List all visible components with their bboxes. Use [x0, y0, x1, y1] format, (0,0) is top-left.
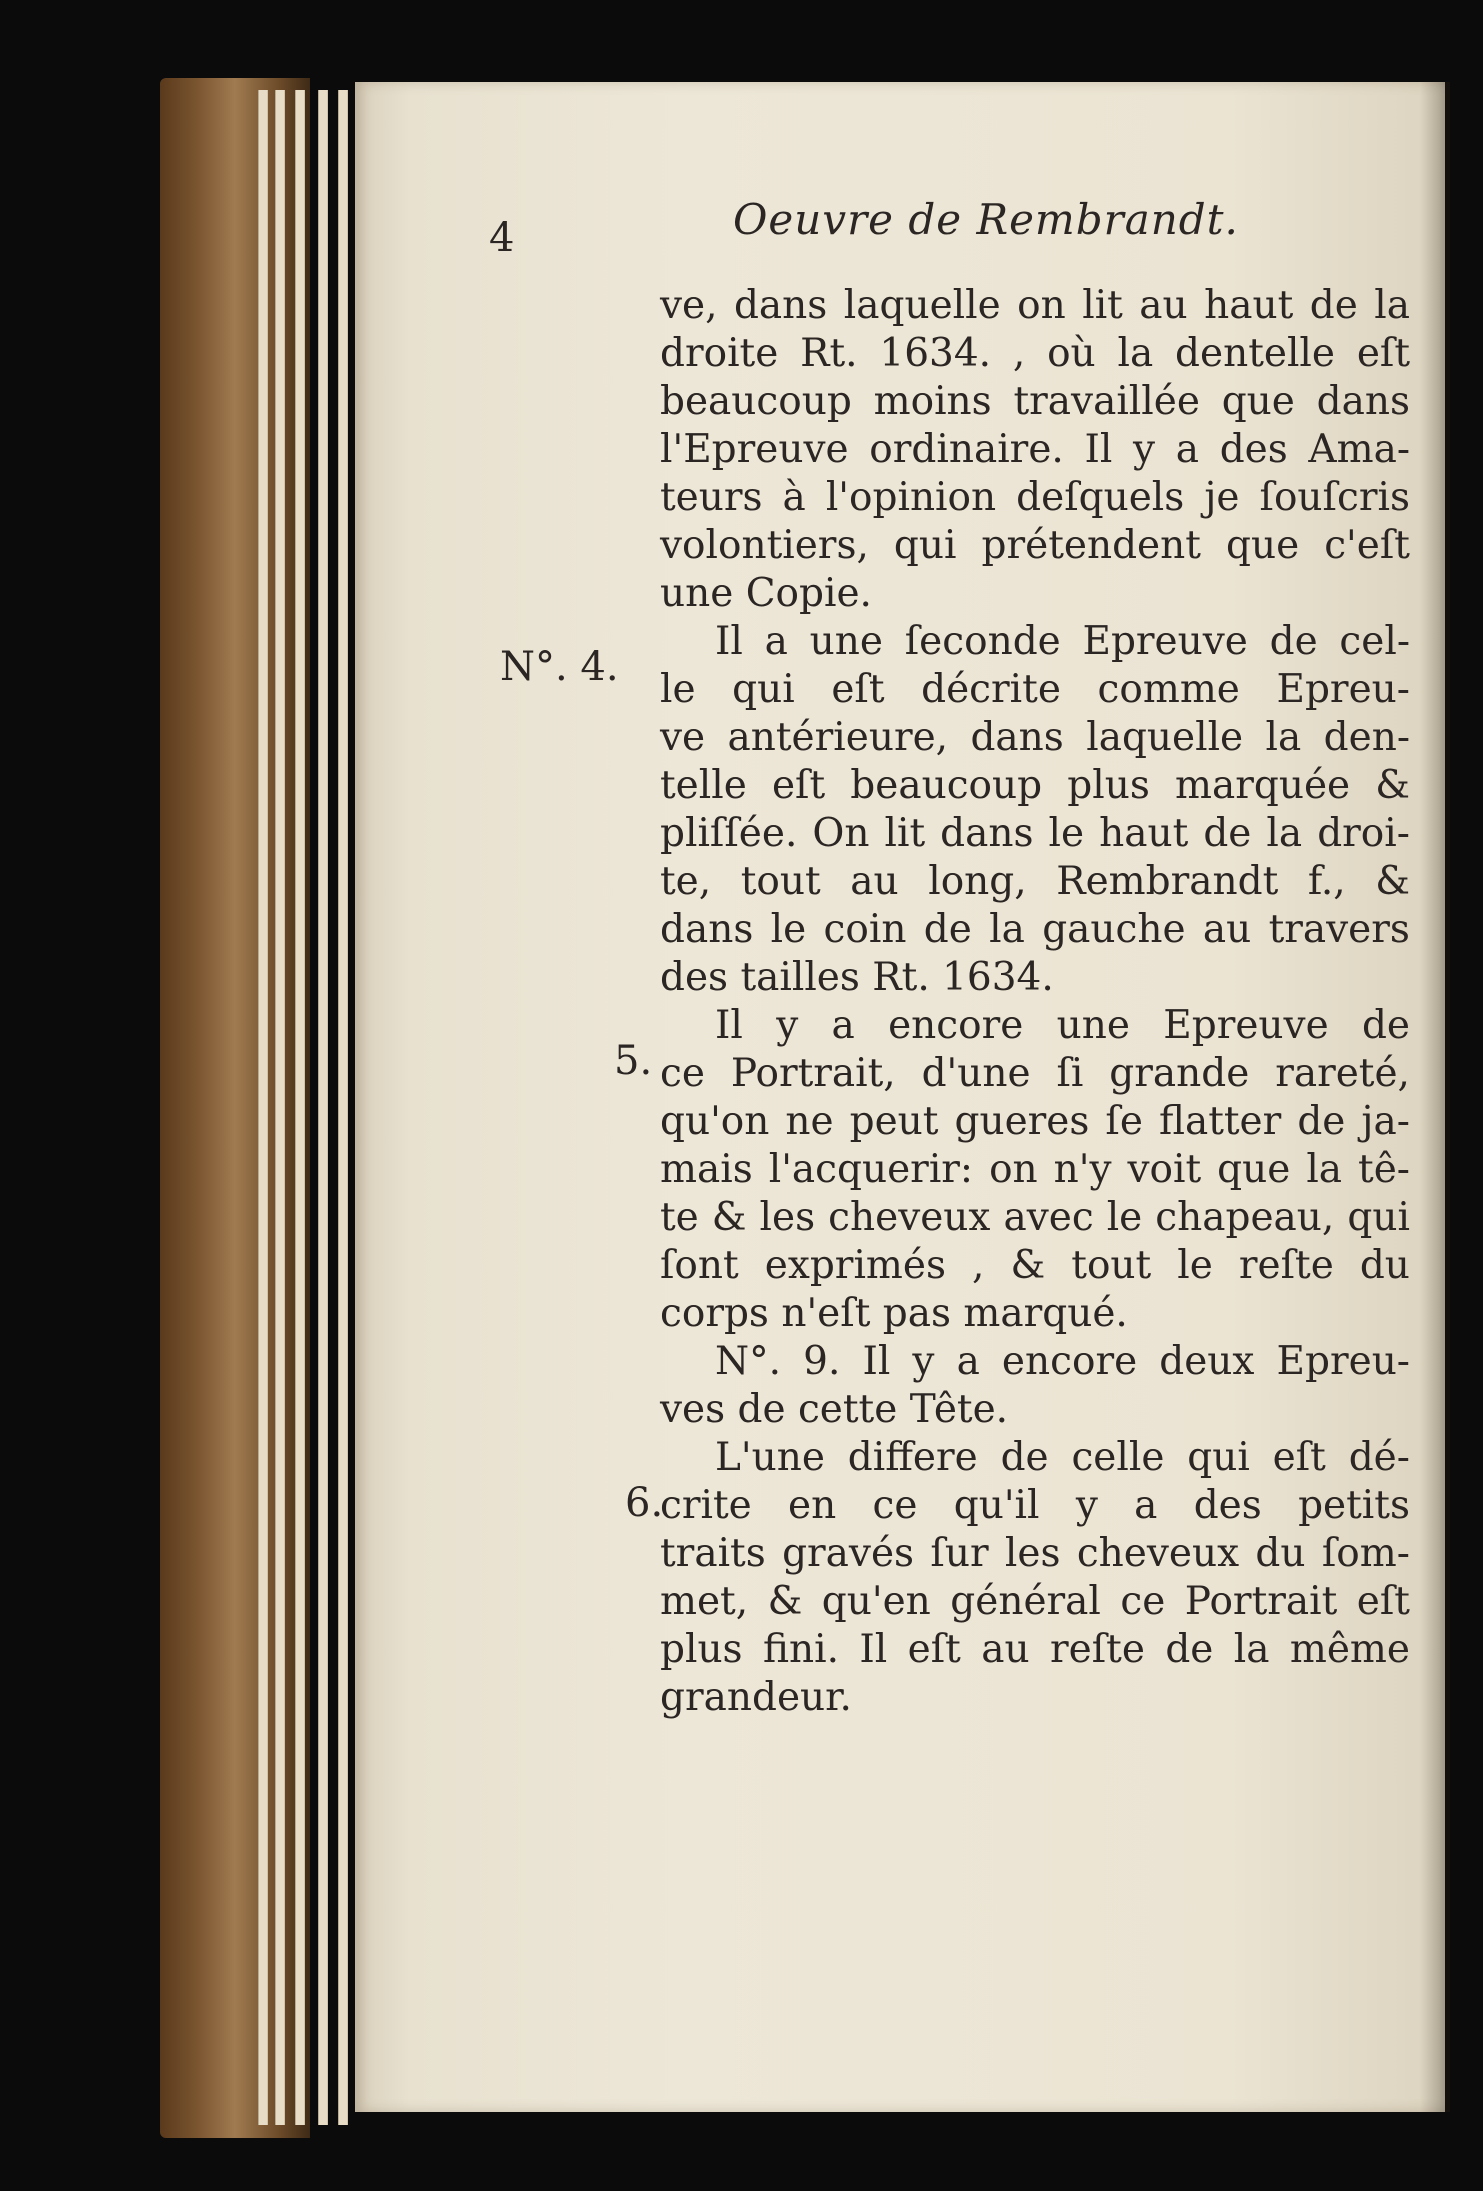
- word: te,: [660, 859, 712, 904]
- word: une: [1056, 1003, 1130, 1048]
- word: gauche: [1042, 907, 1186, 952]
- word: encore: [1001, 1339, 1138, 1384]
- word: volontiers,: [660, 523, 869, 568]
- word: travers: [1268, 907, 1410, 952]
- word: lit: [1082, 283, 1123, 328]
- word: de: [1297, 1099, 1346, 1144]
- word: gueres: [954, 1099, 1090, 1144]
- text-line: [660, 1002, 1410, 1050]
- word: ce: [872, 1483, 918, 1528]
- page-edge: [338, 90, 348, 2125]
- word: de: [923, 907, 972, 952]
- word: c'eſt: [1324, 523, 1410, 568]
- word: droite: [660, 331, 779, 376]
- word: ordinaire.: [869, 427, 1064, 472]
- word: eſt: [907, 1627, 961, 1672]
- word: ſont: [660, 1243, 739, 1288]
- word: laquelle: [1086, 715, 1244, 760]
- word: dans: [733, 283, 828, 328]
- text-line: [660, 1098, 1410, 1146]
- text-line: [660, 858, 1410, 906]
- word: ſur: [930, 1531, 989, 1576]
- word: mais: [660, 1147, 753, 1192]
- text-line: [660, 1626, 1410, 1674]
- word: on: [1017, 283, 1066, 328]
- word: dentelle: [1175, 331, 1335, 376]
- word: l'opinion: [825, 475, 997, 520]
- word: y: [1075, 1483, 1098, 1528]
- margin-label: 5.: [614, 1038, 653, 1084]
- word: eſt: [1356, 331, 1410, 376]
- word: &: [767, 1579, 803, 1624]
- text-line: [660, 1338, 1410, 1386]
- word: flatter: [1158, 1099, 1282, 1144]
- text-line: [660, 714, 1410, 762]
- body-text: [660, 282, 1410, 1722]
- word: chapeau,: [1155, 1195, 1335, 1240]
- word: Il: [859, 1627, 888, 1672]
- word: voit: [1127, 1147, 1202, 1192]
- word: en: [788, 1483, 837, 1528]
- word: la: [1374, 283, 1410, 328]
- word: deſquels: [1016, 475, 1185, 520]
- word: les: [759, 1195, 816, 1240]
- word: peut: [849, 1099, 939, 1144]
- word: On: [812, 811, 870, 856]
- word: dé-: [1348, 1435, 1410, 1480]
- word: comme: [1097, 667, 1240, 712]
- text-line: une Copie.: [660, 571, 872, 616]
- word: tê-: [1358, 1147, 1410, 1192]
- word: je: [1204, 475, 1240, 520]
- word: une: [809, 619, 883, 664]
- word: L'une: [715, 1435, 825, 1480]
- word: avec: [1003, 1195, 1094, 1240]
- word: Ama-: [1308, 427, 1410, 472]
- word: fini.: [762, 1627, 839, 1672]
- text-line: [660, 906, 1410, 954]
- word: même: [1289, 1627, 1410, 1672]
- word: Portrait,: [730, 1051, 896, 1096]
- word: eſt: [771, 763, 826, 808]
- word: prétendent: [981, 523, 1201, 568]
- word: beaucoup: [660, 379, 852, 424]
- text-line: [660, 618, 1410, 666]
- word: du: [1359, 1243, 1410, 1288]
- word: qu'il: [953, 1483, 1040, 1528]
- text-line: [660, 1146, 1410, 1194]
- word: telle: [660, 763, 747, 808]
- margin-label: 6.: [625, 1480, 664, 1526]
- running-head: Oeuvre de Rembrandt.: [733, 195, 1239, 244]
- word: du: [1255, 1531, 1306, 1576]
- word: long,: [928, 859, 1027, 904]
- word: que: [1225, 523, 1300, 568]
- text-line: [660, 1578, 1410, 1626]
- word: differe: [847, 1435, 978, 1480]
- word: la: [1265, 715, 1302, 760]
- word: rareté,: [1275, 1051, 1410, 1096]
- book-binding: [160, 78, 310, 2138]
- word: qui: [1347, 1195, 1410, 1240]
- word: plus: [1067, 763, 1150, 808]
- text-line: [660, 1530, 1410, 1578]
- word: celle: [1071, 1435, 1165, 1480]
- word: Rt.: [800, 331, 858, 376]
- word: cheveux: [828, 1195, 991, 1240]
- word: on: [989, 1147, 1038, 1192]
- text-line: [660, 522, 1410, 570]
- word: haut: [1204, 283, 1294, 328]
- word: pliſſée.: [660, 811, 798, 856]
- margin-label: N°. 4.: [500, 644, 619, 690]
- word: des: [1193, 1483, 1262, 1528]
- word: y: [912, 1339, 935, 1384]
- word: antérieure,: [727, 715, 949, 760]
- page-edge: [275, 90, 285, 2125]
- text-line: des tailles Rt. 1634.: [660, 955, 1054, 1000]
- word: Epreu-: [1276, 1339, 1410, 1384]
- word: a: [764, 619, 788, 664]
- word: &: [1375, 763, 1410, 808]
- word: Epreuve: [1082, 619, 1248, 664]
- word: Il: [1084, 427, 1113, 472]
- word: haut: [1099, 811, 1189, 856]
- word: ne: [785, 1099, 834, 1144]
- word: eſt: [1356, 1579, 1410, 1624]
- word: ſe: [1105, 1099, 1143, 1144]
- text-line: [660, 426, 1410, 474]
- word: cheveux: [1076, 1531, 1240, 1576]
- word: de: [1309, 283, 1358, 328]
- text-line: ves de cette Tête.: [660, 1387, 1009, 1432]
- word: d'une: [921, 1051, 1031, 1096]
- word: dans: [940, 811, 1034, 856]
- word: tout: [1071, 1243, 1152, 1288]
- word: tout: [740, 859, 821, 904]
- word: la: [1233, 1627, 1270, 1672]
- word: teurs: [660, 475, 763, 520]
- word: général: [950, 1579, 1101, 1624]
- word: Il: [862, 1339, 891, 1384]
- word: l'acquerir:: [768, 1147, 974, 1192]
- word: Il: [715, 1003, 743, 1048]
- word: Portrait: [1184, 1579, 1338, 1624]
- word: ve: [660, 715, 706, 760]
- text-line: grandeur.: [660, 1675, 852, 1720]
- word: qui: [732, 667, 795, 712]
- page-gutter-shadow: [1420, 82, 1450, 2112]
- text-line: [660, 1242, 1410, 1290]
- word: beaucoup: [850, 763, 1043, 808]
- word: encore: [888, 1003, 1024, 1048]
- word: eſt: [831, 667, 885, 712]
- word: te: [660, 1195, 699, 1240]
- word: travaillée: [1013, 379, 1200, 424]
- word: coin: [823, 907, 907, 952]
- word: qu'en: [821, 1579, 931, 1624]
- word: reſte: [1238, 1243, 1334, 1288]
- word: met,: [660, 1579, 749, 1624]
- word: où: [1047, 331, 1096, 376]
- word: cel-: [1339, 619, 1410, 664]
- word: droi-: [1317, 811, 1410, 856]
- word: décrite: [921, 667, 1061, 712]
- text-line: [660, 810, 1410, 858]
- word: de: [1203, 811, 1252, 856]
- word: ve,: [660, 283, 718, 328]
- word: plus: [660, 1627, 743, 1672]
- word: 9.: [803, 1339, 841, 1384]
- word: a: [956, 1339, 980, 1384]
- word: ſouſcris: [1259, 475, 1410, 520]
- word: y: [1133, 427, 1156, 472]
- word: N°.: [715, 1339, 782, 1384]
- word: des: [1219, 427, 1288, 472]
- word: petits: [1298, 1483, 1410, 1528]
- word: la: [1306, 1147, 1343, 1192]
- text-line: [660, 282, 1410, 330]
- text-line: [660, 1482, 1410, 1530]
- word: traits: [660, 1531, 766, 1576]
- word: crite: [660, 1483, 752, 1528]
- word: Epreuve: [1163, 1003, 1329, 1048]
- word: au: [1202, 907, 1252, 952]
- word: a: [1134, 1483, 1158, 1528]
- word: de: [1165, 1627, 1214, 1672]
- word: ce: [660, 1051, 705, 1096]
- word: le: [1106, 1195, 1143, 1240]
- word: exprimés: [764, 1243, 946, 1288]
- word: le: [1048, 811, 1085, 856]
- word: ,: [1012, 331, 1026, 376]
- word: qui: [1187, 1435, 1250, 1480]
- word: à: [782, 475, 806, 520]
- word: ,: [972, 1243, 985, 1288]
- page-edge: [318, 90, 328, 2125]
- word: dans: [1316, 379, 1410, 424]
- word: ja-: [1361, 1099, 1410, 1144]
- text-line: [660, 474, 1410, 522]
- word: eſt: [1272, 1435, 1326, 1480]
- word: Il: [715, 619, 743, 664]
- word: la: [1266, 811, 1303, 856]
- text-line: [660, 1050, 1410, 1098]
- word: deux: [1159, 1339, 1255, 1384]
- word: &: [1010, 1243, 1046, 1288]
- word: marquée: [1175, 763, 1351, 808]
- word: ce: [1120, 1579, 1166, 1624]
- word: le: [660, 667, 696, 712]
- word: y: [776, 1003, 799, 1048]
- word: &: [711, 1195, 747, 1240]
- text-line: [660, 378, 1410, 426]
- word: dans: [660, 907, 754, 952]
- text-line: [660, 330, 1410, 378]
- word: gravés: [782, 1531, 915, 1576]
- word: lit: [884, 811, 926, 856]
- word: l'Epreuve: [660, 427, 849, 472]
- word: qu'on: [660, 1099, 770, 1144]
- word: le: [770, 907, 807, 952]
- word: ſeconde: [904, 619, 1061, 664]
- page-edge: [258, 90, 268, 2125]
- word: au: [850, 859, 899, 904]
- word: dans: [970, 715, 1064, 760]
- word: au: [981, 1627, 1030, 1672]
- text-line: [660, 1434, 1410, 1482]
- page-number: 4: [489, 215, 515, 261]
- word: ſi: [1056, 1051, 1084, 1096]
- word: de: [1000, 1435, 1049, 1480]
- page-edge: [295, 90, 305, 2125]
- word: grande: [1109, 1051, 1250, 1096]
- word: n'y: [1053, 1147, 1112, 1192]
- word: les: [1004, 1531, 1061, 1576]
- word: la: [1117, 331, 1154, 376]
- word: reſte: [1050, 1627, 1145, 1672]
- word: que: [1217, 1147, 1291, 1192]
- word: Rembrandt: [1056, 859, 1279, 904]
- word: que: [1221, 379, 1295, 424]
- text-line: corps n'eſt pas marqué.: [660, 1291, 1128, 1336]
- word: den-: [1323, 715, 1410, 760]
- word: qui: [893, 523, 957, 568]
- word: laquelle: [843, 283, 1001, 328]
- word: le: [1177, 1243, 1213, 1288]
- text-line: [660, 666, 1410, 714]
- word: de: [1269, 619, 1318, 664]
- word: la: [989, 907, 1025, 952]
- word: moins: [873, 379, 992, 424]
- text-line: [660, 1194, 1410, 1242]
- text-line: [660, 762, 1410, 810]
- word: de: [1361, 1003, 1410, 1048]
- word: a: [831, 1003, 855, 1048]
- word: Epreu-: [1276, 667, 1410, 712]
- word: au: [1139, 283, 1188, 328]
- word: ſom-: [1321, 1531, 1410, 1576]
- word: &: [1375, 859, 1410, 904]
- word: a: [1175, 427, 1200, 472]
- word: 1634.: [879, 331, 992, 376]
- word: f.,: [1307, 859, 1346, 904]
